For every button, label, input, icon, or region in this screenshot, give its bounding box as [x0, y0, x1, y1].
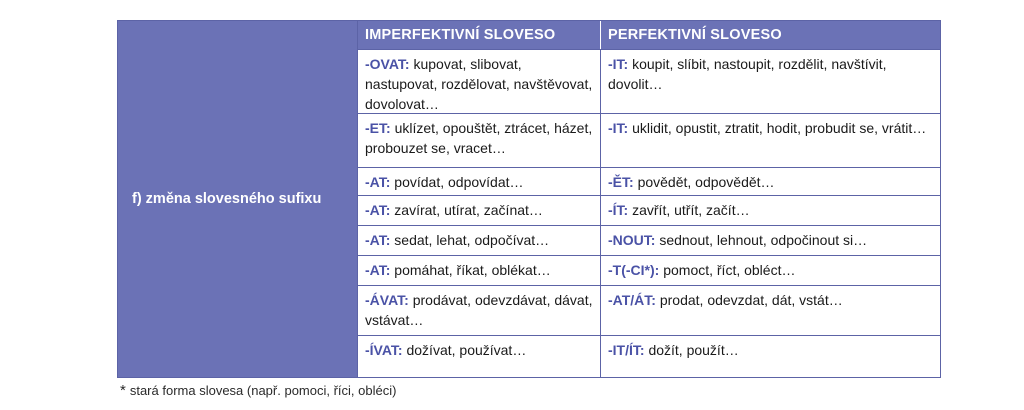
- suffix: -ĚT:: [608, 174, 634, 190]
- table-row: [358, 167, 940, 195]
- suffix: -AT:: [365, 232, 391, 248]
- footnote-star: *: [120, 382, 126, 399]
- imperfective-cell: [358, 256, 601, 285]
- verbs: dožít, použít…: [648, 342, 739, 358]
- perfective-cell: [601, 226, 940, 255]
- suffix: -AT:: [365, 174, 391, 190]
- suffix: -ÁVAT:: [365, 292, 409, 308]
- verbs: povídat, odpovídat…: [394, 174, 524, 190]
- suffix: -AT/ÁT:: [608, 292, 656, 308]
- imperfective-cell: [358, 286, 601, 335]
- suffix: -ÍT:: [608, 202, 629, 218]
- side-label: f) změna slovesného sufixu: [132, 191, 322, 207]
- perfective-cell: [601, 256, 940, 285]
- imperfective-cell: [358, 196, 601, 225]
- imperfective-cell: [358, 114, 601, 167]
- suffix: -AT:: [365, 202, 391, 218]
- verbs: prodávat, odevzdávat, dávat, vstávat…: [365, 292, 593, 328]
- table-row: [358, 285, 940, 335]
- table-row: [358, 335, 940, 377]
- verbs: pomáhat, říkat, oblékat…: [394, 262, 551, 278]
- table-grid: [358, 21, 940, 377]
- verbs: sedat, lehat, odpočívat…: [394, 232, 550, 248]
- verbs: zavřít, utřít, začít…: [632, 202, 750, 218]
- verbs: uklidit, opustit, ztratit, hodit, probudit se, vrátit…: [632, 120, 927, 136]
- verbs: dožívat, používat…: [406, 342, 527, 358]
- verbs: prodat, odevzdat, dát, vstát…: [659, 292, 843, 308]
- header-perfective: PERFEKTIVNÍ SLOVESO: [608, 27, 782, 43]
- perfective-cell: [601, 114, 940, 167]
- verbs: povědět, odpovědět…: [637, 174, 775, 190]
- suffix: -ÍVAT:: [365, 342, 403, 358]
- suffix: -IT:: [608, 56, 629, 72]
- table-header: [358, 21, 940, 49]
- perfective-cell: [601, 196, 940, 225]
- verbs: uklízet, opouštět, ztrácet, házet, probouzet se, vracet…: [365, 120, 593, 156]
- suffix: -T(-CI*):: [608, 262, 660, 278]
- verbs: kupovat, slibovat, nastupovat, rozdělovat, navštěvovat, dovolovat…: [365, 56, 593, 112]
- suffix: -IT:: [608, 120, 629, 136]
- suffix: -ET:: [365, 120, 391, 136]
- table-row: [358, 49, 940, 113]
- table-row: [358, 255, 940, 285]
- perfective-cell: [601, 168, 940, 195]
- verbs: sednout, lehnout, odpočinout si…: [659, 232, 868, 248]
- table-row: [358, 113, 940, 167]
- perfective-cell: [601, 50, 940, 113]
- suffix: -AT:: [365, 262, 391, 278]
- verbs: pomoct, říct, obléct…: [663, 262, 796, 278]
- suffix: -IT/ÍT:: [608, 342, 645, 358]
- verbs: koupit, slíbit, nastoupit, rozdělit, navštívit, dovolit…: [608, 56, 887, 92]
- side-label-cell: [118, 21, 358, 377]
- footnote-text: stará forma slovesa (např. pomoci, říci, obléci): [129, 383, 397, 398]
- table-row: [358, 195, 940, 225]
- imperfective-cell: [358, 168, 601, 195]
- suffix: -OVAT:: [365, 56, 410, 72]
- perfective-cell: [601, 286, 940, 335]
- suffix: -NOUT:: [608, 232, 656, 248]
- table-row: [358, 225, 940, 255]
- imperfective-cell: [358, 50, 601, 113]
- imperfective-cell: [358, 226, 601, 255]
- imperfective-cell: [358, 336, 601, 377]
- header-imperfective: IMPERFEKTIVNÍ SLOVESO: [358, 21, 601, 49]
- perfective-cell: [601, 336, 940, 377]
- footnote: [120, 382, 396, 399]
- verb-aspect-table: [117, 20, 941, 378]
- verbs: zavírat, utírat, začínat…: [394, 202, 543, 218]
